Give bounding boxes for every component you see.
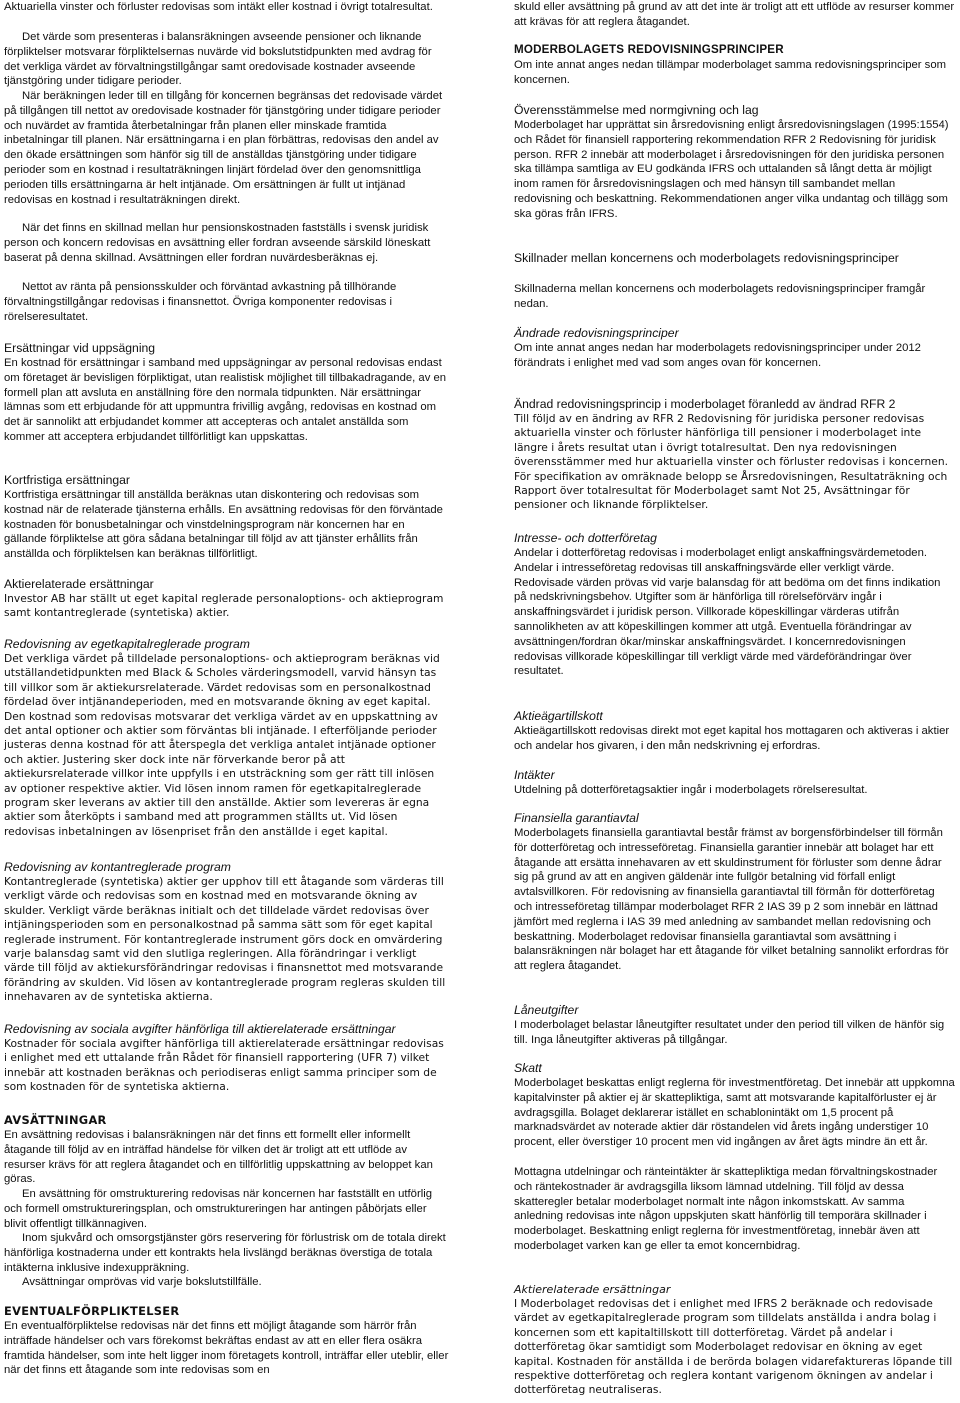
paragraph: En avsättning redovisas i balansräkningen när det finns ett formellt eller informellt åtagande till följd av en inträffad händelse för vilken det är troligt att ett utflöde av resurser krävs för att reglera åtagandet och en tillförlitlig uppskattning av beloppet kan göras. — [4, 1129, 433, 1186]
paragraph: Utdelning på dotterföretagsaktier ingår i moderbolagets rörelseresultat. — [514, 784, 868, 796]
paragraph: I Moderbolaget redovisas det i enlighet med IFRS 2 beräknade och redovisade värdet av egetkapitalreglerade program som tilldelats anställda i andra bolag i koncernen som ett kapitaltillskott till dotterföretag. Värdet på andelar i dotterföretag ökar samtidigt som Moderbolaget redovisar en ökning av eget kapital. Kostnaden för anställda i de berörda bolagen vidarefaktureras löpande till respektive dotterföretag och reglera kontant varigenom ökningen av andelar i dotterföretag neutraliseras. — [514, 1297, 953, 1397]
section-heading: Redovisning av kontantreglerade program — [4, 860, 231, 874]
section-heading: Aktierelaterade ersättningar — [4, 577, 154, 591]
section-heading: Skillnader mellan koncernens och moderbolagets redovisningsprinciper — [514, 251, 899, 265]
paragraph: Moderbolaget har upprättat sin årsredovisning enligt årsredovisningslagen (1995:1554) och Rådet för finansiell rapportering rekommendation RFR 2 Redovisning för juridisk person. RFR 2 innebär att moderbolaget i årsredovisningen för den juridiska personen ska tillämpa samtliga av EU godkända IFRS och uttalanden så långt detta är möjligt inom ramen för årsredovisningslagen och med hänsyn till sambandet mellan redovisning och beskattning. Rekommendationen anger vilka undantag och tillägg som ska göras från IFRS. — [514, 119, 949, 220]
paragraph: När beräkningen leder till en tillgång för koncernen begränsas det redovisade värdet på tillgången till nettot av oredovisade kostnader för tjänstgöring under tidigare perioder och nuvärdet av framtida återbetalningar från planen eller minskade framtida inbetalningar till planen. När ersättningarna i en plan förbättras, redovisas den andel av den ökade ersättningen som hänför sig till de anställdas tjänstgöring under tidigare perioder som en kostnad i resultaträkningen linjärt fördelad över den genomsnittliga perioden tills ersättningarna är helt intjänade. Om ersättningen är fullt ut intjänad redovisas en kostnad i resultaträkningen direkt. — [4, 90, 443, 206]
paragraph: Kontantreglerade (syntetiska) aktier ger upphov till ett åtagande som värderas till verkligt värde och redovisas som en kostnad med en motsvarande ökning av skulder. Verkligt värde beräknas initialt och det tilldelade värdet redovisas över intjäningsperioden som en personalkostnad på samma sätt som för eget kapital reglerade instrument. För kontantreglerade instrument görs dock en omvärdering varje balansdag samt vid den slutliga regleringen. Alla förändringar i verkligt värde till följd av aktiekursförändringar redovisas i finansnettot med motsvarande förändring av skulden. Vid lösen av kontantreglerade program regleras skulden till innehavaren av de syntetiska aktierna. — [4, 875, 446, 1004]
section-heading: Kortfristiga ersättningar — [4, 473, 130, 487]
section-heading: MODERBOLAGETS REDOVISNINGSPRINCIPER — [514, 43, 784, 56]
paragraph: Aktieägartillskott redovisas direkt mot eget kapital hos mottagaren och aktiveras i aktier och andelar hos givaren, i den mån nedskrivning ej erfordras. — [514, 725, 950, 752]
paragraph: Mottagna utdelningar och ränteintäkter är skattepliktiga medan förvaltningskostnader och räntekostnader är avdragsgilla liksom lämnad utdelning. Till följd av dessa skatteregler betalar moderbolaget normalt inte någon inkomstskatt. Av samma anledning redovisas inte någon uppskjuten skatt hänförlig till temporära skillnader i moderbolaget. Beskattning enligt reglerna för investmentföretag, innebär även att moderbolaget varken kan ge eller ta emot koncernbidrag. — [514, 1166, 938, 1252]
paragraph: Inom sjukvård och omsorgstjänster görs reservering för förlustrisk om de totala direkt hänförliga kostnaderna under ett kontrakts hela livslängd beräknas överstiga de totala intäkterna inklusive indexuppräkning. — [4, 1232, 446, 1274]
paragraph: Moderbolagets finansiella garantiavtal består främst av borgensförbindelser till förmån för dotterföretag och intresseföretag. Finansiella garantier innebär att bolaget har ett åtagande att ersätta innehavaren av ett skuldinstrument för förluster som denne ådrar sig på grund av att en angiven gäldenär inte fullgör betalning vid förfall enligt avtalsvillkoren. För redovisning av finansiella garantiavtal till förmån för dotterföretag och intresseföretag tillämpar moderbolaget RFR 2 IAS 39 p 2 som innebär en lättnad jämfört med reglerna i IAS 39 med anledning av sambandet mellan redovisning och beskattning. Moderbolaget redovisar finansiella garantiavtal som avsättning i balansräkningen när bolaget har ett åtagande för vilket betalning sannolikt erfordras för att reglera åtagandet. — [514, 827, 949, 973]
paragraph: En kostnad för ersättningar i samband med uppsägningar av personal redovisas endast om företaget är bevisligen förpliktigat, utan realistisk möjlighet till tillbakadragande, av en formell plan att avsluta en anställning före den normala tidpunkten. När ersättningar lämnas som ett erbjudande för att uppmuntra frivillig avgång, redovisas en kostnad om det är sannolikt att erbjudandet kommer att accepteras och antalet anställda som kommer att acceptera erbjudandet tillförlitligt kan uppskattas. — [4, 357, 447, 443]
paragraph: När det finns en skillnad mellan hur pensionskostnaden fastställs i svensk juridisk person och koncern redovisas en avsättning eller fordran avseende särskild löneskatt baserat på denna skillnad. Avsättningen eller fordran nuvärdesberäknas ej. — [4, 222, 431, 264]
section-heading: Skatt — [514, 1061, 542, 1075]
section-heading: Redovisning av sociala avgifter hänförliga till aktierelaterade ersättningar — [4, 1022, 396, 1036]
paragraph: Till följd av en ändring av RFR 2 Redovisning för juridiska personer redovisas aktuariella vinster och förluster hänförliga till pensioner i moderbolaget inte längre i årets resultat utan i övrigt totalresultat. Den nya redovisningen överensstämmer med hur aktuariella vinster och förluster redovisas i koncernen. För specifikation av omräknade belopp se Årsredovisningen, Resultaträkning och Rapport över totalresultat för Moderbolaget samt Not 25, Avsättningar för pensioner och liknande förpliktelser. — [514, 412, 949, 512]
section-heading: Överensstämmelse med normgivning och lag — [514, 103, 759, 117]
paragraph: Om inte annat anges nedan tillämpar moderbolaget samma redovisningsprinciper som koncernen. — [514, 59, 947, 86]
section-heading: Ändrad redovisningsprincip i moderbolaget föranledd av ändrad RFR 2 — [514, 397, 896, 411]
paragraph: Aktuariella vinster och förluster redovisas som intäkt eller kostnad i övrigt totalresultat. — [4, 1, 433, 13]
paragraph: Kortfristiga ersättningar till anställda beräknas utan diskontering och redovisas som kostnad när de relaterade tjänsterna erhålls. En avsättning redovisas för den förväntade kostnaden för bonusbetalningar och vinstdelningsprogram när koncernen har en gällande förpliktelse att göra sådana betalningar till följd av att tjänster erhållits från anställda och förpliktelsen kan beräknas tillförlitligt. — [4, 489, 443, 561]
paragraph: Moderbolaget beskattas enligt reglerna för investmentföretag. Det innebär att uppkomna kapitalvinster på aktier ej är skattepliktiga, samt att motsvarande kapitalförluster ej är avdragsgilla. Bolaget deklarerar istället en schablonintäkt om 1,5 procent på marknadsvärdet av noterade aktier där röstandelen vid årets ingång understiger 10 procent, eller överstiger 10 procent men vid ingången av året ägts mindre än ett år. — [514, 1077, 955, 1149]
paragraph: Kostnader för sociala avgifter hänförliga till aktierelaterade ersättningar redovisas i enlighet med ett uttalande från Rådet för finansiell rapportering (UFR 7) vilket innebär att kostnaden beräknas och periodiseras enligt samma principer som de som kostnaden för de syntetiska aktierna. — [4, 1037, 444, 1094]
paragraph: Andelar i dotterföretag redovisas i moderbolaget enligt anskaffningsvärdemetoden. Andelar i intresseföretag redovisas till anskaffningsvärde eller verkligt värde. Redovisade värden prövas vid varje balansdag för att bedöma om det finns indikation på nedskrivningsbehov. Utgifter som är hänförliga till rörelseförvärv ingår i anskaffningsvärdet i juridisk person. Villkorade köpeskillingar värderas utifrån sannolikheten av att köpeskillingen kommer att utgå. Eventuella förändringar av avsättningen/fordran ökar/minskar anskaffningsvärdet. I koncernredovisningen redovisas villkorade köpeskillingar till verkligt värde med värdeförändringar över resultatet. — [514, 547, 941, 678]
paragraph: skuld eller avsättning på grund av att det inte är troligt att ett utflöde av resurser kommer att krävas för att reglera åtagandet. — [514, 1, 955, 28]
section-heading: Finansiella garantiavtal — [514, 811, 639, 825]
section-heading: AVSÄTTNINGAR — [4, 1113, 107, 1127]
paragraph: Det verkliga värdet på tilldelade personaloptions- och aktieprogram beräknas vid utställandetidpunkten med Black & Scholes värderingsmodell, varvid hänsyn tas till villkor som är aktiekursrelaterade. Värdet redovisas som en personalkostnad fördelad över intjänandeperioden, med en motsvarande ökning av eget kapital. Den kostnad som redovisas motsvarar det verkliga värdet av en uppskattning av det antal optioner och aktier som förväntas bli intjänade. I efterföljande perioder justeras denna kostnad för att återspegla det verkliga antalet intjänade optioner och aktier. Justering sker dock inte när förverkande beror på att aktiekursrelaterade villkor inte uppfylls i en utsträckning som ger rätt till inlösen av optioner respektive aktier. Vid lösen innom ramen för egetkapitalreglerade program sker leverans av aktier till den anställde. Aktier som levereras är egna aktier som återköpts i samband med att programmen ställts ut. Vid lösen redovisas inbetalningen av lösenpriset från den anställde i eget kapital. — [4, 652, 440, 838]
section-heading: Aktierelaterade ersättningar — [514, 1283, 671, 1296]
section-heading: Ändrade redovisningsprinciper — [514, 326, 679, 340]
section-heading: EVENTUALFÖRPLIKTELSER — [4, 1304, 180, 1318]
paragraph: Det värde som presenteras i balansräkningen avseende pensioner och liknande förpliktelser motsvarar förpliktelsernas nuvärde vid bokslutstidpunkten med avdrag för det verkliga värdet av förvaltningstillgångar samt oredovisade kostnader avseende tjänstgöring under tidigare perioder. — [4, 31, 432, 88]
paragraph: Avsättningar omprövas vid varje bokslutstillfälle. — [22, 1276, 262, 1288]
paragraph: Om inte annat anges nedan har moderbolagets redovisningsprinciper under 2012 förändrats i enlighet med vad som anges ovan för koncernen. — [514, 342, 921, 369]
paragraph: Investor AB har ställt ut eget kapital reglerade personaloptions- och aktieprogram samt kontantreglerade (syntetiska) aktier. — [4, 592, 444, 620]
paragraph: I moderbolaget belastar låneutgifter resultatet under den period till vilken de hänför sig till. Inga låneutgifter aktiveras på tillgångar. — [514, 1019, 945, 1046]
section-heading: Låneutgifter — [514, 1003, 579, 1017]
paragraph: Nettot av ränta på pensionsskulder och förväntad avkastning på tillhörande förvaltningstillgångar redovisas i finansnettot. Övriga komponenter redovisas i rörelseresultatet. — [4, 281, 397, 323]
section-heading: Intäkter — [514, 768, 555, 782]
paragraph: En eventualförpliktelse redovisas när det finns ett möjligt åtagande som härrör från inträffade händelser och vars förekomst bekräftas endast av att en eller flera osäkra framtida händelser, som inte helt ligger inom företagets kontroll, inträffar eller uteblir, eller när det finns ett åtagande som inte redovisas som en — [4, 1320, 449, 1377]
section-heading: Aktieägartillskott — [514, 709, 603, 723]
section-heading: Redovisning av egetkapitalreglerade program — [4, 637, 250, 651]
section-heading: Intresse- och dotterföretag — [514, 531, 657, 545]
section-heading: Ersättningar vid uppsägning — [4, 341, 156, 355]
paragraph: Skillnaderna mellan koncernens och moderbolagets redovisningsprinciper framgår nedan. — [514, 283, 926, 310]
paragraph: En avsättning för omstrukturering redovisas när koncernen har fastställt en utförlig och formell omstruktureringsplan, och omstruktureringen har antingen påbörjats eller blivit offentligt tillkännagiven. — [4, 1188, 433, 1230]
